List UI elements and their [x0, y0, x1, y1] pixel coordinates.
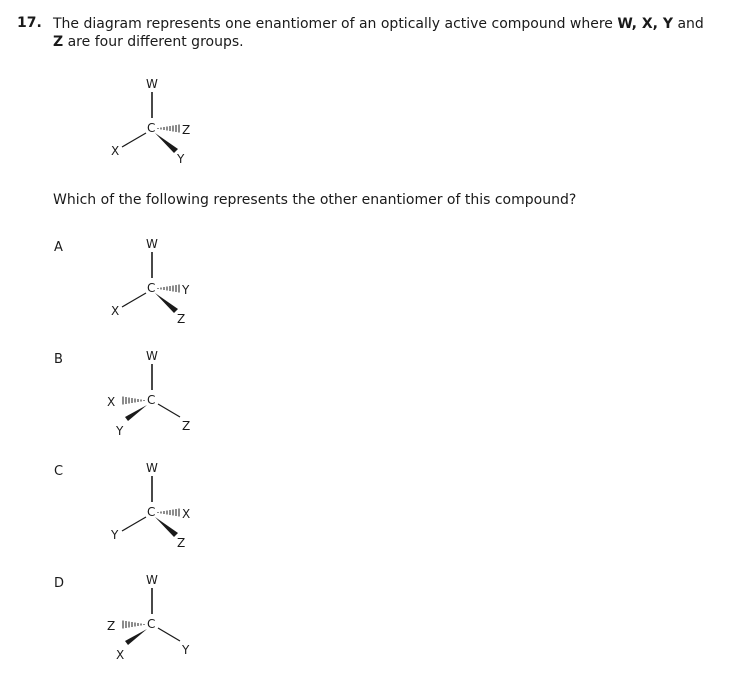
option-c-label[interactable]: C — [54, 464, 64, 479]
question-text-part: are four different groups. — [63, 34, 244, 50]
option-c-diagram[interactable] — [100, 459, 220, 554]
sub-question: Which of the following represents the other enantiomer of this compound? — [53, 192, 577, 208]
option-d-diagram[interactable] — [100, 571, 220, 666]
svg-text:X: X — [182, 507, 191, 521]
atom-label-hash: Z — [182, 123, 191, 137]
svg-text:X: X — [116, 648, 125, 662]
svg-text:W: W — [146, 237, 158, 251]
svg-text:Y: Y — [111, 528, 119, 542]
atom-label-top: W — [146, 77, 158, 91]
svg-text:X: X — [111, 304, 120, 318]
option-a-label[interactable]: A — [54, 240, 63, 255]
question-text-part: The diagram represents one enantiomer of an optically active compound where — [53, 16, 618, 32]
svg-text:C: C — [147, 505, 156, 519]
svg-text:Y: Y — [182, 643, 190, 657]
svg-text:Y: Y — [182, 283, 190, 297]
svg-text:Y: Y — [116, 424, 124, 438]
wedge-bond — [155, 133, 178, 153]
svg-text:W: W — [146, 573, 158, 587]
svg-text:W: W — [146, 349, 158, 363]
svg-text:Z: Z — [177, 536, 186, 550]
svg-text:C: C — [147, 617, 156, 631]
given-molecule-diagram — [100, 75, 220, 170]
option-b-label[interactable]: B — [54, 352, 63, 367]
svg-text:C: C — [147, 393, 156, 407]
question-text — [53, 15, 713, 51]
option-d-label[interactable]: D — [54, 576, 65, 591]
question-number: 17. — [17, 15, 42, 31]
hashed-bond — [158, 125, 179, 133]
atom-label-center: C — [147, 121, 156, 135]
atom-label-plain: X — [111, 144, 120, 158]
svg-text:Z: Z — [107, 619, 116, 633]
svg-text:Z: Z — [177, 312, 186, 326]
svg-text:C: C — [147, 281, 156, 295]
svg-text:W: W — [146, 461, 158, 475]
option-a-diagram[interactable] — [100, 235, 220, 330]
question-text-bold: W, X, Y — [617, 16, 673, 32]
question-text-bold: Z — [53, 34, 64, 50]
svg-text:Z: Z — [182, 419, 191, 433]
svg-text:X: X — [107, 395, 116, 409]
option-b-diagram[interactable] — [100, 347, 220, 442]
question-text-part: and — [673, 16, 704, 32]
atom-label-wedge: Y — [177, 152, 185, 166]
